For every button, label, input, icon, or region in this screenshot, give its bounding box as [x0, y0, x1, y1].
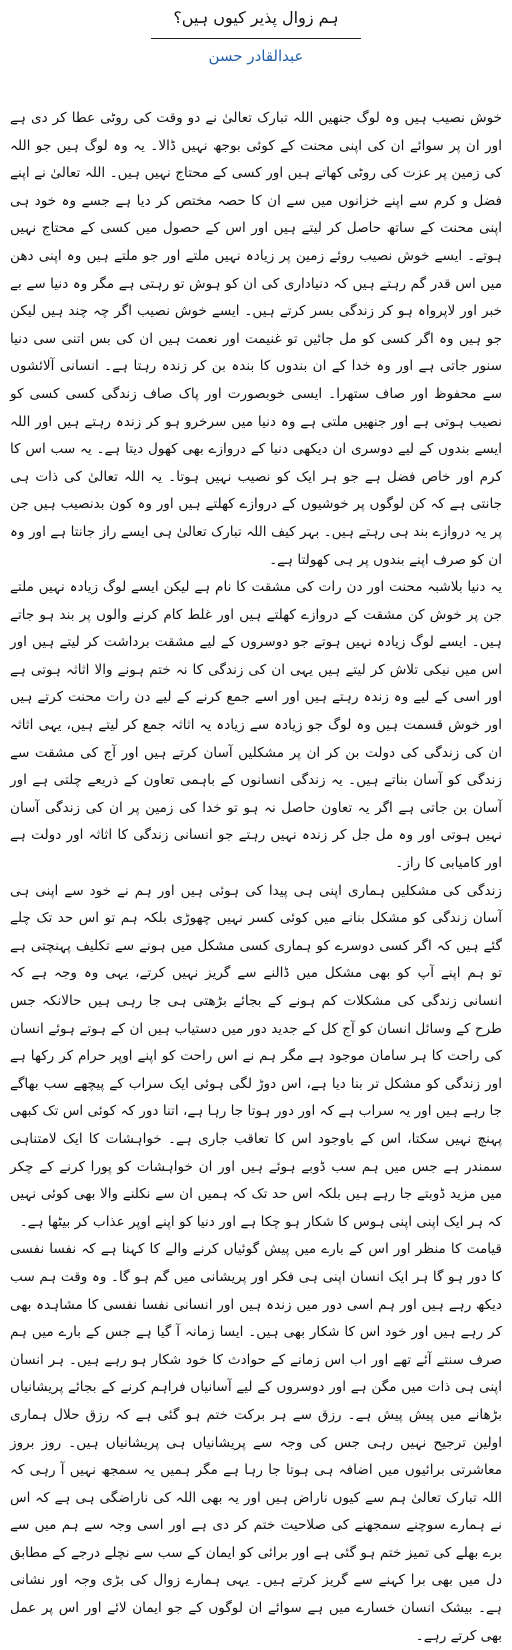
- article-title: ہم زوال پذیر کیوں ہیں؟: [173, 8, 339, 27]
- article-body: [10, 105, 502, 1650]
- article-paragraph: یہ دنیا بلاشبہ محنت اور دن رات کی مشقت کا نام ہے لیکن ایسے لوگ زیادہ نہیں ملتے جن پر خوش کن مشقت کے دروازے کھلتے ہیں اور غلط کام کرنے والوں پر بند ہو جاتے ہیں۔ ایسے لوگ زیادہ نہیں ہوتے جو دوسروں کے لیے مشقت برداشت کر لیتے ہیں اور اس میں نیکی تلاش کر لیتے ہیں یہی ان کی زندگی کا نہ ختم ہونے والا اثاثہ ہوتی ہے اور اسی کے لیے وہ زندہ رہتے ہیں اور اسے جمع کرنے کے لیے دن رات محنت کرتے ہیں اور خوش قسمت ہیں وہ لوگ جو زیادہ سے زیادہ یہ اثاثہ جمع کر لیتے ہیں، یہی اثاثہ ان کی زندگی کی دولت بن کر ان پر مشکلیں آسان کرتے ہیں اور آج کی مشقت سے زندگی کو آسان بناتے ہیں۔ یہ زندگی انسانوں کے باہمی تعاون کے ذریعے چلتی ہے اور آسان بن جاتی ہے اگر یہ تعاون حاصل نہ ہو تو خدا کی زمین پر ان کی زندگی آسان نہیں ہوتی اور وہ مل جل کر زندہ نہیں رہتے جو انسانی زندگی کا اثاثہ اور دولت ہے اور کامیابی کا راز۔: [10, 579, 502, 872]
- article-paragraph: قیامت کا منظر اور اس کے بارے میں پیش گوئیاں کرنے والے کا کہنا ہے کہ نفسا نفسی کا دور ہو گا ہر ایک انسان اپنی ہی فکر اور پریشانی میں گم ہو گا۔ وہ وقت ہم سب دیکھ رہے ہیں اور ہم اسی دور میں زندہ ہیں اور انسانی نفسا نفسی کا مشاہدہ بھی کر رہے ہیں اور خود اس کا شکار بھی ہیں۔ ایسا زمانہ آ گیا ہے جس کے بارے میں ہم صرف سنتے آئے تھے اور اب اس زمانے کے حوادث کا خود شکار ہو رہے ہیں۔ ہر انسان اپنی ہی ذات میں مگن ہے اور دوسروں کے لیے آسانیاں فراہم کرنے کے بجائے پریشانیاں بڑھانے میں پیش پیش ہے۔ رزق سے ہر برکت ختم ہو گئی ہے کہ رزق حلال ہماری اولین ترجیح نہیں رہی جس کی وجہ سے پریشانیاں ہی پریشانیاں ہیں۔ روز بروز معاشرتی برائیوں میں اضافہ ہی ہوتا جا رہا ہے مگر ہمیں یہ سمجھ نہیں آ رہی کہ اللہ تبارک تعالیٰ ہم سے کیوں ناراض ہیں اور یہ بھی اللہ کی ناراضگی ہی ہے کہ اس نے ہمارے سوچنے سمجھنے کی صلاحیت ختم کر دی ہے اور اسی وجہ سے ہم میں سے برے بھلے کی تمیز ختم ہو گئی ہے اور برائی کو ایمان کے سب سے نچلے درجے کے مطابق دل میں بھی برا کہنے سے گریز کرتے ہیں۔ یہی ہمارے زوال کی بڑی وجہ اور نشانی ہے۔ بیشک انسان خسارے میں ہے سوائے ان لوگوں کے جو ایمان لائے اور اس پر عمل بھی کرتے رہے۔: [10, 1241, 502, 1644]
- title-divider: [151, 38, 361, 39]
- author-byline: عبدالقادر حسن: [208, 47, 304, 65]
- article-paragraph: زندگی کی مشکلیں ہماری اپنی ہی پیدا کی ہوئی ہیں اور ہم نے خود سے اپنی ہی آسان زندگی کو مشکل بنانے میں کوئی کسر نہیں چھوڑی بلکہ ہم تو اس حد تک چلے گئے ہیں کہ اگر کسی دوسرے کو ہماری کسی مشکل میں ہونے سے تکلیف پہنچتی ہے تو ہم اپنے آپ کو بھی مشکل میں ڈالنے سے گریز نہیں کرتے، یہی وہ وجہ ہے کہ انسانی زندگی کی مشکلات کم ہونے کے بجائے بڑھتی ہی جا رہی ہیں حالانکہ جس طرح کے وسائل انسان کو آج کل کے جدید دور میں دستیاب ہیں ان کے ہوتے ہوئے انسان کی راحت کا ہر سامان موجود ہے مگر ہم نے اس راحت کو اپنے اوپر حرام کر رکھا ہے اور زندگی کو مشکل تر بنا دیا ہے، اس دوڑ لگی ہوئی ایک سراب کے پیچھے سب بھاگے جا رہے ہیں اور یہ سراب ہے کہ اور دور ہوتا جا رہا ہے، اتنا دور کہ کوئی اس تک کبھی پہنچ نہیں سکتا، اس کے باوجود اس کا تعاقب جاری ہے۔ خواہشات کا ایک لامتناہی سمندر ہے جس میں ہم سب ڈوبے ہوئے ہیں اور ان خواہشات کو پورا کرنے کے چکر میں مزید ڈوبتے جا رہے ہیں بلکہ اس حد تک کہ ہمیں ان سے نکلنے والا بھی کوئی نہیں کہ ہر ایک اپنی اپنی ہوس کا شکار ہو چکا ہے اور دنیا کو اپنے اوپر عذاب کر بیٹھا ہے۔: [10, 882, 502, 1230]
- article-paragraph: خوش نصیب ہیں وہ لوگ جنھیں اللہ تبارک تعالیٰ نے دو وقت کی روٹی عطا کر دی ہے اور ان پر سوائے ان کی اپنی محنت کے کوئی بوجھ نہیں ڈالا۔ یہ وہ لوگ ہیں جو اللہ کی زمین پر عزت کی روٹی کھاتے ہیں اور کسی کے محتاج نہیں ہیں۔ اللہ تعالیٰ نے اپنے فضل و کرم سے اپنے خزانوں میں سے ان کا حصہ مختص کر دیا ہے جسے وہ خود ہی اپنی محنت کے ساتھ حاصل کر لیتے ہیں اور اس کے حصول میں کسی کے محتاج نہیں ہوتے۔ ایسے خوش نصیب روئے زمین پر زیادہ نہیں ملتے اور جو ملتے ہیں وہ اپنی دھن میں اس قدر گم رہتے ہیں کہ دنیاداری کی ان کو ہوش تو رہتی ہے مگر وہ دنیا سے بے خبر اور لاپرواہ ہو کر زندگی بسر کرتے ہیں۔ ایسے خوش نصیب اگر چہ چند ہیں لیکن جو ہیں وہ اگر کسی کو مل جائیں تو غنیمت اور نعمت ہیں ان کی بس اتنی سی دنیا سنور جاتی ہے اور وہ خدا کے ان بندوں کا بندہ بن کر زندہ رہتا ہے۔ انسانی آلائشوں سے محفوظ اور صاف ستھرا۔ ایسی خوبصورت اور پاک صاف زندگی کسی کسی کو نصیب ہوتی ہے اور جنھیں ملتی ہے وہ دنیا میں سرخرو ہو کر زندہ رہتے ہیں اور اللہ ایسے بندوں کے لیے دوسری ان دیکھی دنیا کے دروازے بھی کھول دیتا ہے۔ یہ سب اس کا کرم اور خاص فضل ہے جو ہر ایک کو نصیب نہیں ہوتا۔ یہ اللہ تعالیٰ کی ذات ہی جانتی ہے کہ کن لوگوں پر خوشیوں کے دروازے کھلتے ہیں اور وہ کون بدنصیب ہیں جن پر یہ دروازے بند ہی رہتے ہیں۔ بہر کیف اللہ تبارک تعالیٰ ہی ایسے راز جانتا ہے اور وہ ان کو صرف اپنے بندوں پر ہی کھولتا ہے۔: [10, 110, 502, 568]
